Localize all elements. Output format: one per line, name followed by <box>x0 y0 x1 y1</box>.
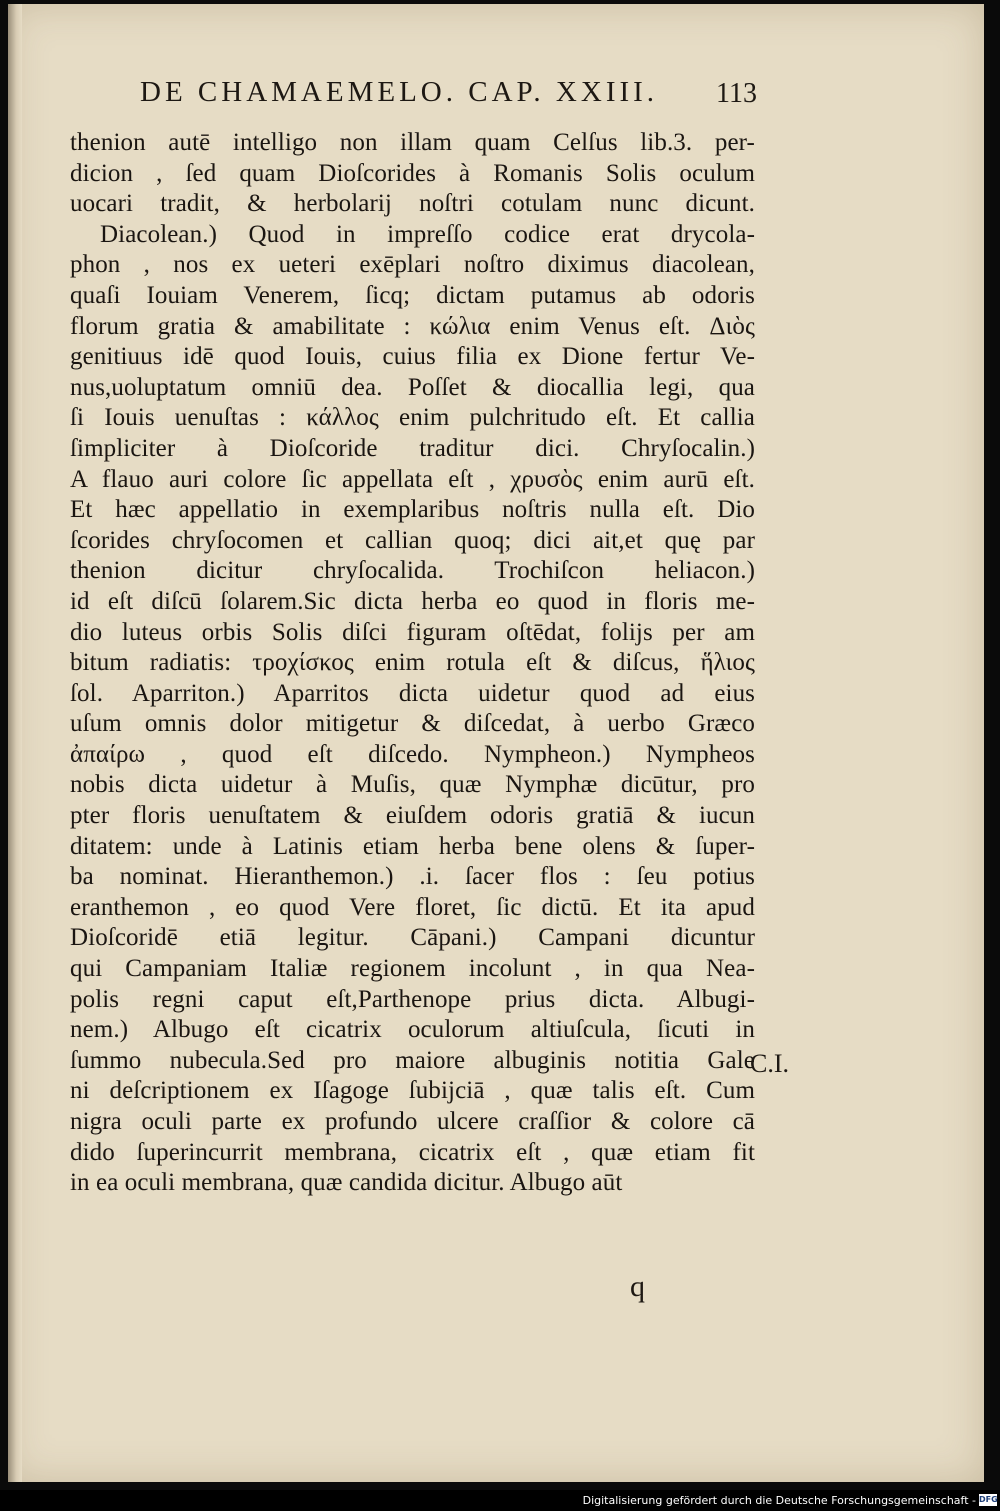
dfg-logo: DFG <box>979 1495 998 1504</box>
text-line: A flauo auri colore ſic appellata eſt , χρυσὸς enim aurū eſt. <box>70 465 755 493</box>
text-line: nem.) Albugo eſt cicatrix oculorum altiuſcula, ſicuti in <box>70 1016 755 1044</box>
text-line: Et hæc appellatio in exemplaribus noſtris nulla eſt. Dio <box>70 496 755 524</box>
page-gutter-edge <box>8 4 22 1482</box>
text-line: ba nominat. Hieranthemon.) .i. ſacer flos : ſeu potius <box>70 863 755 891</box>
text-line: ni deſcriptionem ex Iſagoge ſubijciā , quæ talis eſt. Cum <box>70 1077 755 1105</box>
text-line: dio luteus orbis Solis diſci figuram oſtēdat, folijs per am <box>70 618 755 646</box>
text-line: nigra oculi parte ex profundo ulcere craſſior & colore cā <box>70 1108 755 1135</box>
text-line: ditatem: unde à Latinis etiam herba bene olens & ſuper- <box>70 832 755 860</box>
text-line: ſummo nubecula.Sed pro maiore albuginis notitia Gale <box>70 1046 755 1074</box>
text-line: dicion , ſed quam Dioſcorides à Romanis Solis oculum <box>70 159 755 187</box>
text-line: quaſi Iouiam Venerem, ſicq; dictam putamus ab odoris <box>70 281 755 309</box>
text-line: nobis dicta uidetur à Muſis, quæ Nymphæ dicūtur, pro <box>70 771 755 799</box>
running-head: DE CHAMAEMELO. CAP. XXIII. <box>140 76 659 108</box>
text-line: nus,uoluptatum omniū dea. Poſſet & diocallia legi, qua <box>70 373 755 401</box>
signature-mark: q <box>630 1270 645 1303</box>
folio-number: 113 <box>716 78 757 109</box>
text-line: genitiuus idē quod Iouis, cuius filia ex Dione fertur Ve- <box>70 343 755 371</box>
text-line: polis regni caput eſt,Parthenope prius dicta. Albugi- <box>70 985 755 1013</box>
text-line: dido ſuperincurrit membrana, cicatrix eſt , quæ etiam fit <box>70 1138 755 1166</box>
text-line: uſum omnis dolor mitigetur & diſcedat, à uerbo Græco <box>70 710 755 738</box>
text-line: ἀπαίρω , quod eſt diſcedo. Nympheon.) Nympheos <box>70 740 755 768</box>
text-line: pter floris uenuſtatem & eiuſdem odoris gratiā & iucun <box>70 802 755 830</box>
text-line: ſimpliciter à Dioſcoride traditur dici. Chryſocalin.) <box>70 434 755 462</box>
body-text <box>70 128 755 1199</box>
text-line: uocari tradit, & herbolarij noſtri cotulam nunc dicunt. <box>70 190 755 218</box>
text-line: Diacolean.) Quod in impreſſo codice erat drycola- <box>100 220 755 248</box>
text-line: eranthemon , eo quod Vere floret, ſic dictū. Et ita apud <box>70 893 755 921</box>
text-line: qui Campaniam Italiæ regionem incolunt , in qua Nea- <box>70 955 755 983</box>
text-line: thenion dicitur chryſocalida. Trochiſcon heliacon.) <box>70 557 755 585</box>
text-line: ſcorides chryſocomen et callian quoq; dici ait,et quę par <box>70 526 755 554</box>
footer-credit: Digitalisierung gefördert durch die Deutsche Forschungsgemeinschaft - <box>582 1494 976 1507</box>
text-line: phon , nos ex ueteri exēplari noſtro diximus diacolean, <box>70 251 755 279</box>
text-line: thenion autē intelligo non illam quam Celſus lib.3. per- <box>70 129 755 156</box>
text-line: florum gratia & amabilitate : κώλια enim Venus eſt. Διὸς <box>70 312 755 340</box>
text-line: in ea oculi membrana, quæ candida dicitur. Albugo aūt <box>70 1169 623 1197</box>
text-line: ſi Iouis uenuſtas : κάλλος enim pulchritudo eſt. Et callia <box>70 404 755 432</box>
margin-note: C.I. <box>750 1049 789 1078</box>
text-line: id eſt diſcū ſolarem.Sic dicta herba eo quod in floris me- <box>70 587 755 615</box>
text-line: Dioſcoridē etiā legitur. Cāpani.) Campani dicuntur <box>70 924 755 952</box>
text-line: bitum radiatis: τροχίσκος enim rotula eſt & diſcus, ἥλιος <box>70 649 755 677</box>
text-line: ſol. Aparriton.) Aparritos dicta uidetur quod ad eius <box>70 679 755 707</box>
